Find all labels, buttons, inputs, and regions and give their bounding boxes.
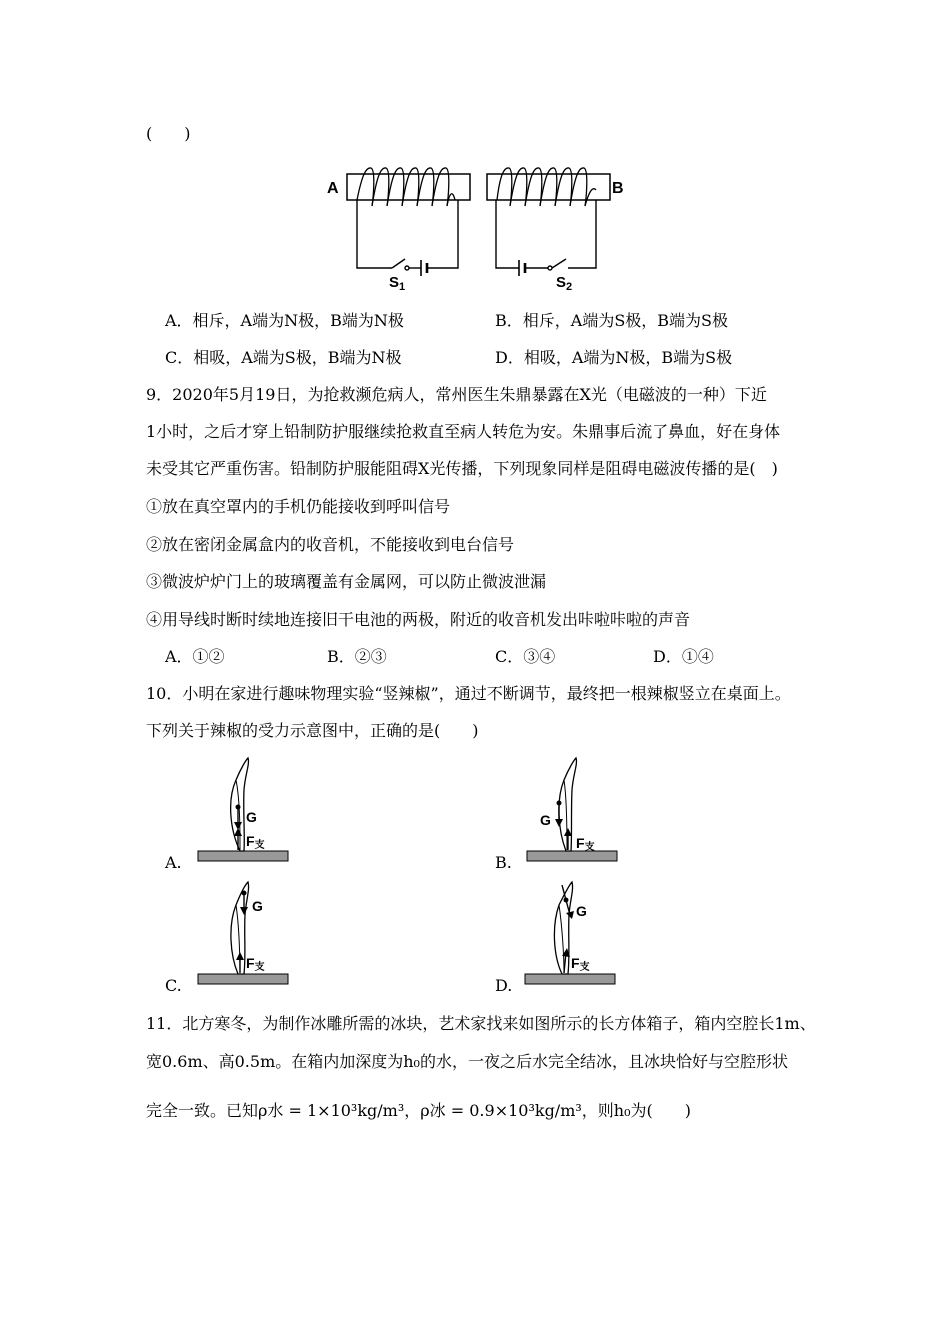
switch-2-sub: 2 — [566, 281, 573, 293]
svg-text:F支 — [246, 833, 265, 851]
force-f-sub-c: 支 — [254, 962, 265, 973]
pepper-diagram-b — [527, 758, 617, 861]
q9-line-1: 9．2020年5月19日，为抢救濒危病人，常州医生朱鼎暴露在X光（电磁波的一种）下近 — [146, 385, 767, 404]
force-f-a: F — [246, 833, 255, 849]
q10-option-a: A. — [165, 853, 182, 872]
q11-line-2: 宽0.6m、高0.5m。在箱内加深度为h₀的水，一夜之后水完全结冰，且冰块恰好与空腔形状 — [146, 1052, 788, 1071]
pepper-diagram-c — [198, 882, 288, 984]
q9-line-2: 1小时，之后才穿上铅制防护服继续抢救直至病人转危为安。朱鼎事后流了鼻血，好在身体 — [146, 422, 781, 441]
q9-line-3: 未受其它严重伤害。铅制防护服能阻碍X光传播，下列现象同样是阻碍电磁波传播的是( ) — [146, 459, 778, 478]
q8-option-a: A．相斥，A端为N极，B端为N极 — [165, 311, 404, 330]
q10-line-1: 10．小明在家进行趣味物理实验“竖辣椒”，通过不断调节，最终把一根辣椒竖立在桌面上。 — [146, 684, 791, 703]
force-f-sub-a: 支 — [254, 840, 265, 851]
q11-line-1: 11．北方寒冬，为制作冰雕所需的冰块，艺术家找来如图所示的长方体箱子，箱内空腔长1m、 — [146, 1014, 816, 1033]
q10-option-c: C. — [165, 976, 182, 995]
q10-option-b: B. — [495, 853, 512, 872]
force-f-b: F — [576, 835, 585, 851]
svg-text:F支 — [571, 955, 590, 973]
coil-a-label: A — [327, 180, 339, 197]
q9-item-1: ①放在真空罩内的手机仍能接收到呼叫信号 — [146, 497, 451, 516]
force-g-a: G — [246, 809, 257, 825]
force-f-c: F — [246, 955, 255, 971]
force-g-d: G — [576, 903, 587, 919]
q9-item-3: ③微波炉炉门上的玻璃覆盖有金属网，可以防止微波泄漏 — [146, 572, 547, 591]
switch-1-sub: 1 — [399, 281, 406, 293]
q9-option-d: D．①④ — [653, 647, 714, 666]
switch-2-label: S — [556, 274, 567, 291]
force-f-d: F — [571, 955, 580, 971]
force-g-c: G — [252, 898, 263, 914]
svg-text:F支 — [246, 955, 265, 973]
q9-option-b: B．②③ — [327, 647, 387, 666]
q8-option-d: D．相吸，A端为N极，B端为S极 — [495, 348, 733, 367]
force-g-b: G — [540, 812, 551, 828]
force-f-sub-d: 支 — [579, 962, 590, 973]
q10-line-2: 下列关于辣椒的受力示意图中，正确的是( ) — [146, 721, 479, 740]
q9-item-4: ④用导线时断时续地连接旧干电池的两极，附近的收音机发出咔啦咔啦的声音 — [146, 610, 691, 629]
pepper-diagram-d — [525, 882, 615, 984]
q10-option-d: D. — [495, 976, 513, 995]
q9-option-c: C．③④ — [495, 647, 556, 666]
q9-item-2: ②放在密闭金属盒内的收音机，不能接收到电台信号 — [146, 535, 515, 554]
q8-option-b: B．相斥，A端为S极，B端为S极 — [495, 311, 728, 330]
pepper-diagram-a — [198, 758, 288, 861]
q8-option-c: C．相吸，A端为S极，B端为N极 — [165, 348, 402, 367]
svg-text:F支 — [576, 835, 595, 853]
q8-bracket: ( ) — [146, 124, 191, 143]
coil-b-label: B — [612, 180, 624, 197]
q9-option-a: A．①② — [165, 647, 225, 666]
switch-1-label: S — [389, 274, 400, 291]
force-f-sub-b: 支 — [584, 842, 595, 853]
q11-line-3: 完全一致。已知ρ水 = 1×10³kg/m³，ρ冰 = 0.9×10³kg/m³，则h₀为( ) — [146, 1101, 691, 1120]
